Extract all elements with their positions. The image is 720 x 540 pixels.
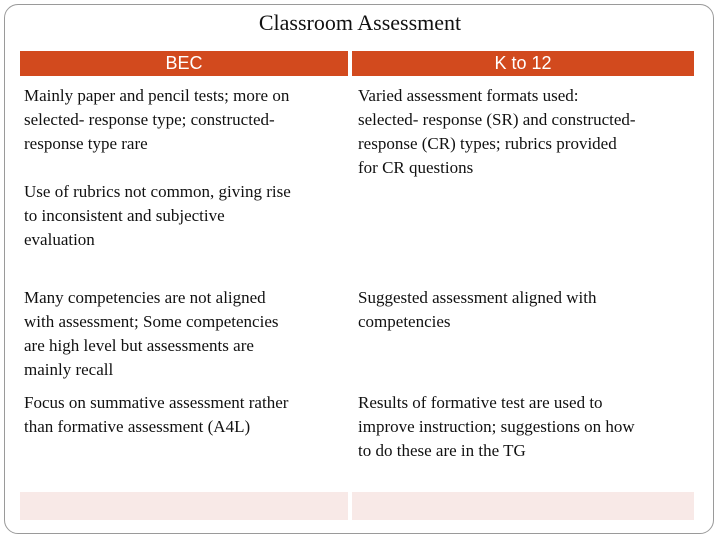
bec-cell-alignment: Many competencies are not aligned with assessment; Some competencies are high level but assessments are mainly recall: [24, 288, 279, 379]
column-header-bec: BEC: [20, 51, 348, 76]
k12-cell-formats: Varied assessment formats used: selected- response (SR) and constructed- response (CR) types; rubrics provided for CR questions: [358, 86, 636, 177]
bec-cell-formats: Mainly paper and pencil tests; more on selected- response type; constructed- response type rare: [24, 86, 290, 153]
empty-footer-cell-k12: [352, 492, 694, 520]
bec-cell-rubrics: Use of rubrics not common, giving rise to inconsistent and subjective evaluation: [24, 182, 291, 249]
bec-cell-focus: Focus on summative assessment rather than formative assessment (A4L): [24, 393, 289, 436]
page-title: Classroom Assessment: [258, 10, 462, 35]
k12-cell-focus: Results of formative test are used to improve instruction; suggestions on how to do these are in the TG: [358, 393, 635, 460]
empty-footer-cell-bec: [20, 492, 348, 520]
k12-cell-alignment: Suggested assessment aligned with competencies: [358, 288, 597, 331]
column-header-k12: K to 12: [352, 51, 694, 76]
